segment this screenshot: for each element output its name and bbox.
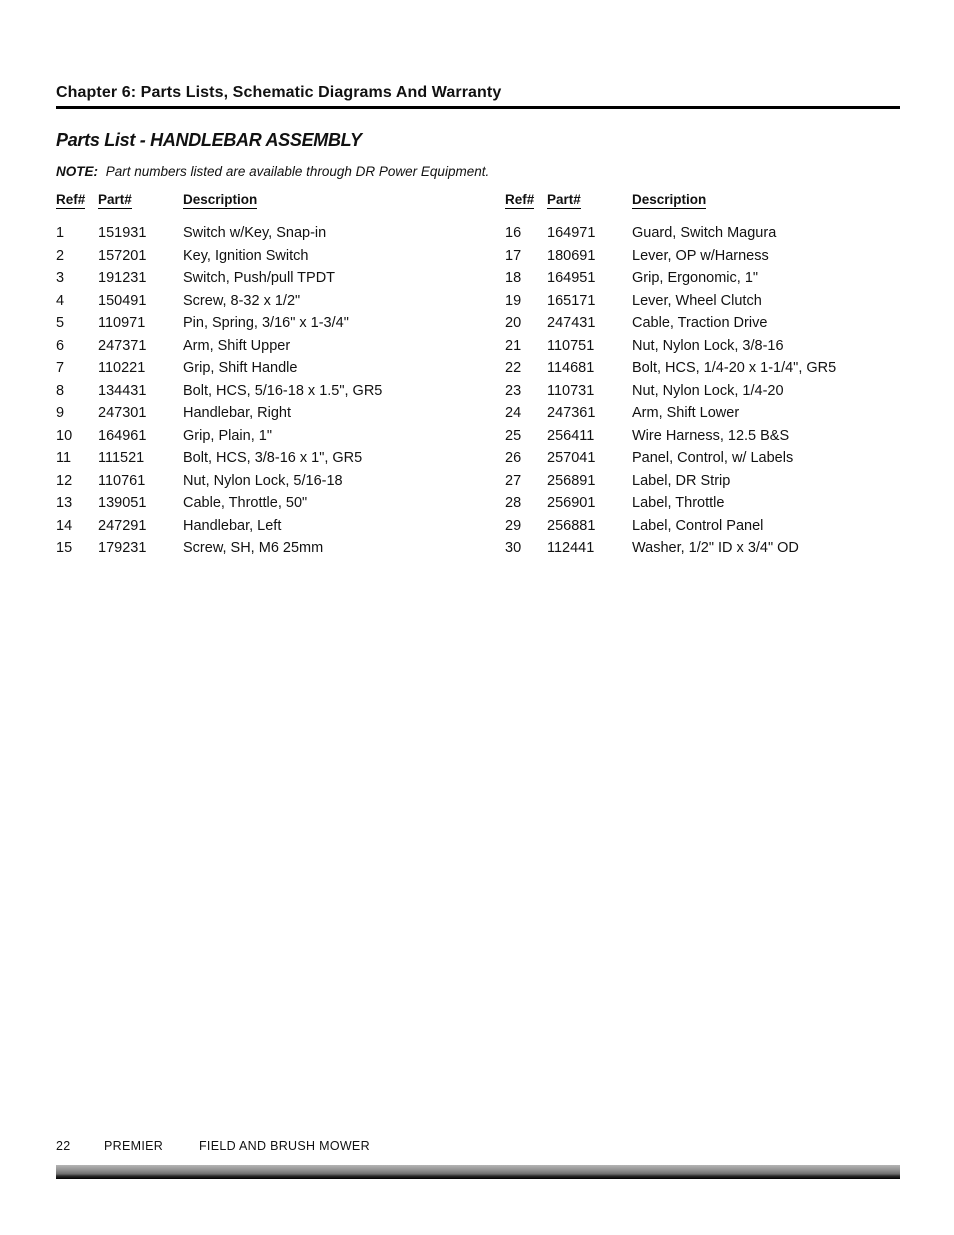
table-row (56, 269, 476, 292)
ref-cell: 29 (505, 517, 522, 534)
table-header (56, 191, 476, 211)
description-cell: Label, Control Panel (632, 517, 764, 534)
table-row (56, 517, 476, 540)
ref-cell: 25 (505, 427, 522, 444)
table-row (505, 382, 925, 405)
description-cell: Bolt, HCS, 3/8-16 x 1", GR5 (183, 450, 363, 466)
note-label: NOTE: (56, 164, 98, 179)
part-number-cell: 150491 (98, 292, 147, 309)
table-row (56, 337, 476, 360)
description-cell: Bolt, HCS, 1/4-20 x 1-1/4", GR5 (632, 360, 837, 376)
table-row (56, 292, 476, 315)
part-number-cell: 247291 (98, 517, 147, 534)
description-cell: Label, DR Strip (632, 472, 731, 489)
ref-cell: 21 (505, 337, 522, 354)
ref-cell: 14 (56, 517, 73, 534)
part-number-cell: 165171 (547, 292, 596, 309)
description-cell: Arm, Shift Upper (183, 337, 291, 354)
table-row (505, 517, 925, 540)
part-number-cell: 110761 (98, 472, 146, 489)
table-row (505, 269, 925, 292)
part-number-cell: 164971 (547, 225, 596, 241)
column-header-part: Part# (98, 192, 132, 207)
ref-cell: 3 (56, 270, 65, 286)
ref-cell: 17 (505, 247, 522, 264)
ref-cell: 5 (56, 315, 65, 331)
description-cell: Pin, Spring, 3/16" x 1-3/4" (183, 315, 349, 331)
description-cell: Cable, Traction Drive (632, 315, 768, 331)
part-number-cell: 112441 (547, 540, 595, 556)
description-cell: Nut, Nylon Lock, 1/4-20 (632, 382, 784, 399)
note-text: Part numbers listed are available through DR Power Equipment. (105, 164, 490, 179)
part-number-cell: 110731 (547, 382, 595, 399)
part-number-cell: 179231 (98, 540, 147, 556)
parts-table-right (505, 191, 925, 562)
ref-cell: 4 (56, 292, 65, 309)
column-header-description: Description (183, 192, 258, 207)
table-row (56, 472, 476, 495)
footer-brand: PREMIER (104, 1139, 164, 1153)
column-header-description: Description (632, 192, 707, 207)
part-number-cell: 151931 (98, 225, 147, 241)
description-cell: Grip, Ergonomic, 1" (632, 270, 759, 286)
description-cell: Switch w/Key, Snap-in (183, 225, 327, 241)
table-row (56, 224, 476, 247)
footer-bar (56, 1165, 900, 1179)
description-cell: Washer, 1/2" ID x 3/4" OD (632, 540, 799, 556)
parts-table-left (56, 191, 476, 562)
description-cell: Nut, Nylon Lock, 5/16-18 (183, 472, 343, 489)
table-row (505, 404, 925, 427)
ref-cell: 26 (505, 450, 522, 466)
column-header-part: Part# (547, 192, 581, 207)
description-cell: Wire Harness, 12.5 B&S (632, 427, 790, 444)
section-title: Parts List - HANDLEBAR ASSEMBLY (56, 130, 362, 150)
part-number-cell: 256411 (547, 427, 595, 444)
description-cell: Bolt, HCS, 5/16-18 x 1.5", GR5 (183, 382, 383, 399)
part-number-cell: 110751 (547, 337, 595, 354)
column-header-ref: Ref# (56, 192, 86, 207)
chapter-title: Chapter 6: Parts Lists, Schematic Diagrams And Warranty (56, 84, 502, 101)
column-header-ref: Ref# (505, 192, 535, 207)
part-number-cell: 247361 (547, 405, 596, 421)
table-row (505, 427, 925, 450)
table-row (505, 472, 925, 495)
table-body (56, 224, 476, 562)
ref-cell: 24 (505, 405, 522, 421)
ref-cell: 10 (56, 427, 73, 444)
note (56, 164, 489, 179)
part-number-cell: 164951 (547, 270, 596, 286)
description-cell: Label, Throttle (632, 495, 725, 511)
ref-cell: 30 (505, 540, 522, 556)
ref-cell: 16 (505, 225, 522, 241)
part-number-cell: 247371 (98, 337, 147, 354)
part-number-cell: 110221 (98, 360, 146, 376)
table-body (505, 224, 925, 562)
description-cell: Screw, SH, M6 25mm (183, 540, 324, 556)
ref-cell: 27 (505, 472, 522, 489)
part-number-cell: 134431 (98, 382, 147, 399)
description-cell: Cable, Throttle, 50" (183, 495, 308, 511)
description-cell: Lever, Wheel Clutch (632, 292, 762, 309)
description-cell: Grip, Plain, 1" (183, 427, 272, 444)
table-row (505, 337, 925, 360)
table-row (56, 449, 476, 472)
description-cell: Guard, Switch Magura (632, 225, 777, 241)
ref-cell: 8 (56, 382, 65, 399)
part-number-cell: 111521 (98, 450, 145, 466)
description-cell: Grip, Shift Handle (183, 360, 298, 376)
part-number-cell: 180691 (547, 247, 596, 264)
description-cell: Nut, Nylon Lock, 3/8-16 (632, 337, 784, 354)
ref-cell: 28 (505, 495, 522, 511)
ref-cell: 6 (56, 337, 65, 354)
part-number-cell: 157201 (98, 247, 147, 264)
table-row (56, 359, 476, 382)
table-row (56, 539, 476, 562)
table-row (505, 247, 925, 270)
ref-cell: 23 (505, 382, 522, 399)
ref-cell: 11 (56, 450, 72, 466)
description-cell: Lever, OP w/Harness (632, 247, 769, 264)
description-cell: Screw, 8-32 x 1/2" (183, 292, 301, 309)
part-number-cell: 164961 (98, 427, 147, 444)
ref-cell: 20 (505, 315, 522, 331)
page-number: 22 (56, 1139, 71, 1153)
part-number-cell: 257041 (547, 450, 596, 466)
description-cell: Handlebar, Right (183, 405, 292, 421)
table-row (505, 539, 925, 562)
part-number-cell: 191231 (98, 270, 147, 286)
ref-cell: 7 (56, 360, 65, 376)
table-row (56, 382, 476, 405)
ref-cell: 1 (56, 225, 65, 241)
table-row (505, 449, 925, 472)
table-row (56, 427, 476, 450)
table-row (505, 224, 925, 247)
part-number-cell: 139051 (98, 495, 147, 511)
part-number-cell: 247431 (547, 315, 596, 331)
description-cell: Key, Ignition Switch (183, 247, 309, 264)
ref-cell: 18 (505, 270, 522, 286)
part-number-cell: 110971 (98, 315, 146, 331)
part-number-cell: 256881 (547, 517, 596, 534)
ref-cell: 15 (56, 540, 73, 556)
description-cell: Panel, Control, w/ Labels (632, 450, 794, 466)
table-header (505, 191, 925, 211)
footer-product: FIELD AND BRUSH MOWER (199, 1139, 370, 1153)
ref-cell: 13 (56, 495, 73, 511)
description-cell: Arm, Shift Lower (632, 405, 740, 421)
part-number-cell: 256891 (547, 472, 596, 489)
ref-cell: 19 (505, 292, 522, 309)
ref-cell: 22 (505, 360, 522, 376)
chapter-divider (56, 106, 900, 109)
table-row (505, 359, 925, 382)
ref-cell: 9 (56, 405, 65, 421)
part-number-cell: 247301 (98, 405, 147, 421)
ref-cell: 12 (56, 472, 73, 489)
table-row (56, 404, 476, 427)
table-row (56, 247, 476, 270)
table-row (56, 314, 476, 337)
part-number-cell: 114681 (547, 360, 595, 376)
part-number-cell: 256901 (547, 495, 596, 511)
table-row (505, 292, 925, 315)
ref-cell: 2 (56, 247, 65, 264)
table-row (505, 314, 925, 337)
description-cell: Handlebar, Left (183, 517, 282, 534)
description-cell: Switch, Push/pull TPDT (183, 270, 336, 286)
table-row (505, 494, 925, 517)
table-row (56, 494, 476, 517)
